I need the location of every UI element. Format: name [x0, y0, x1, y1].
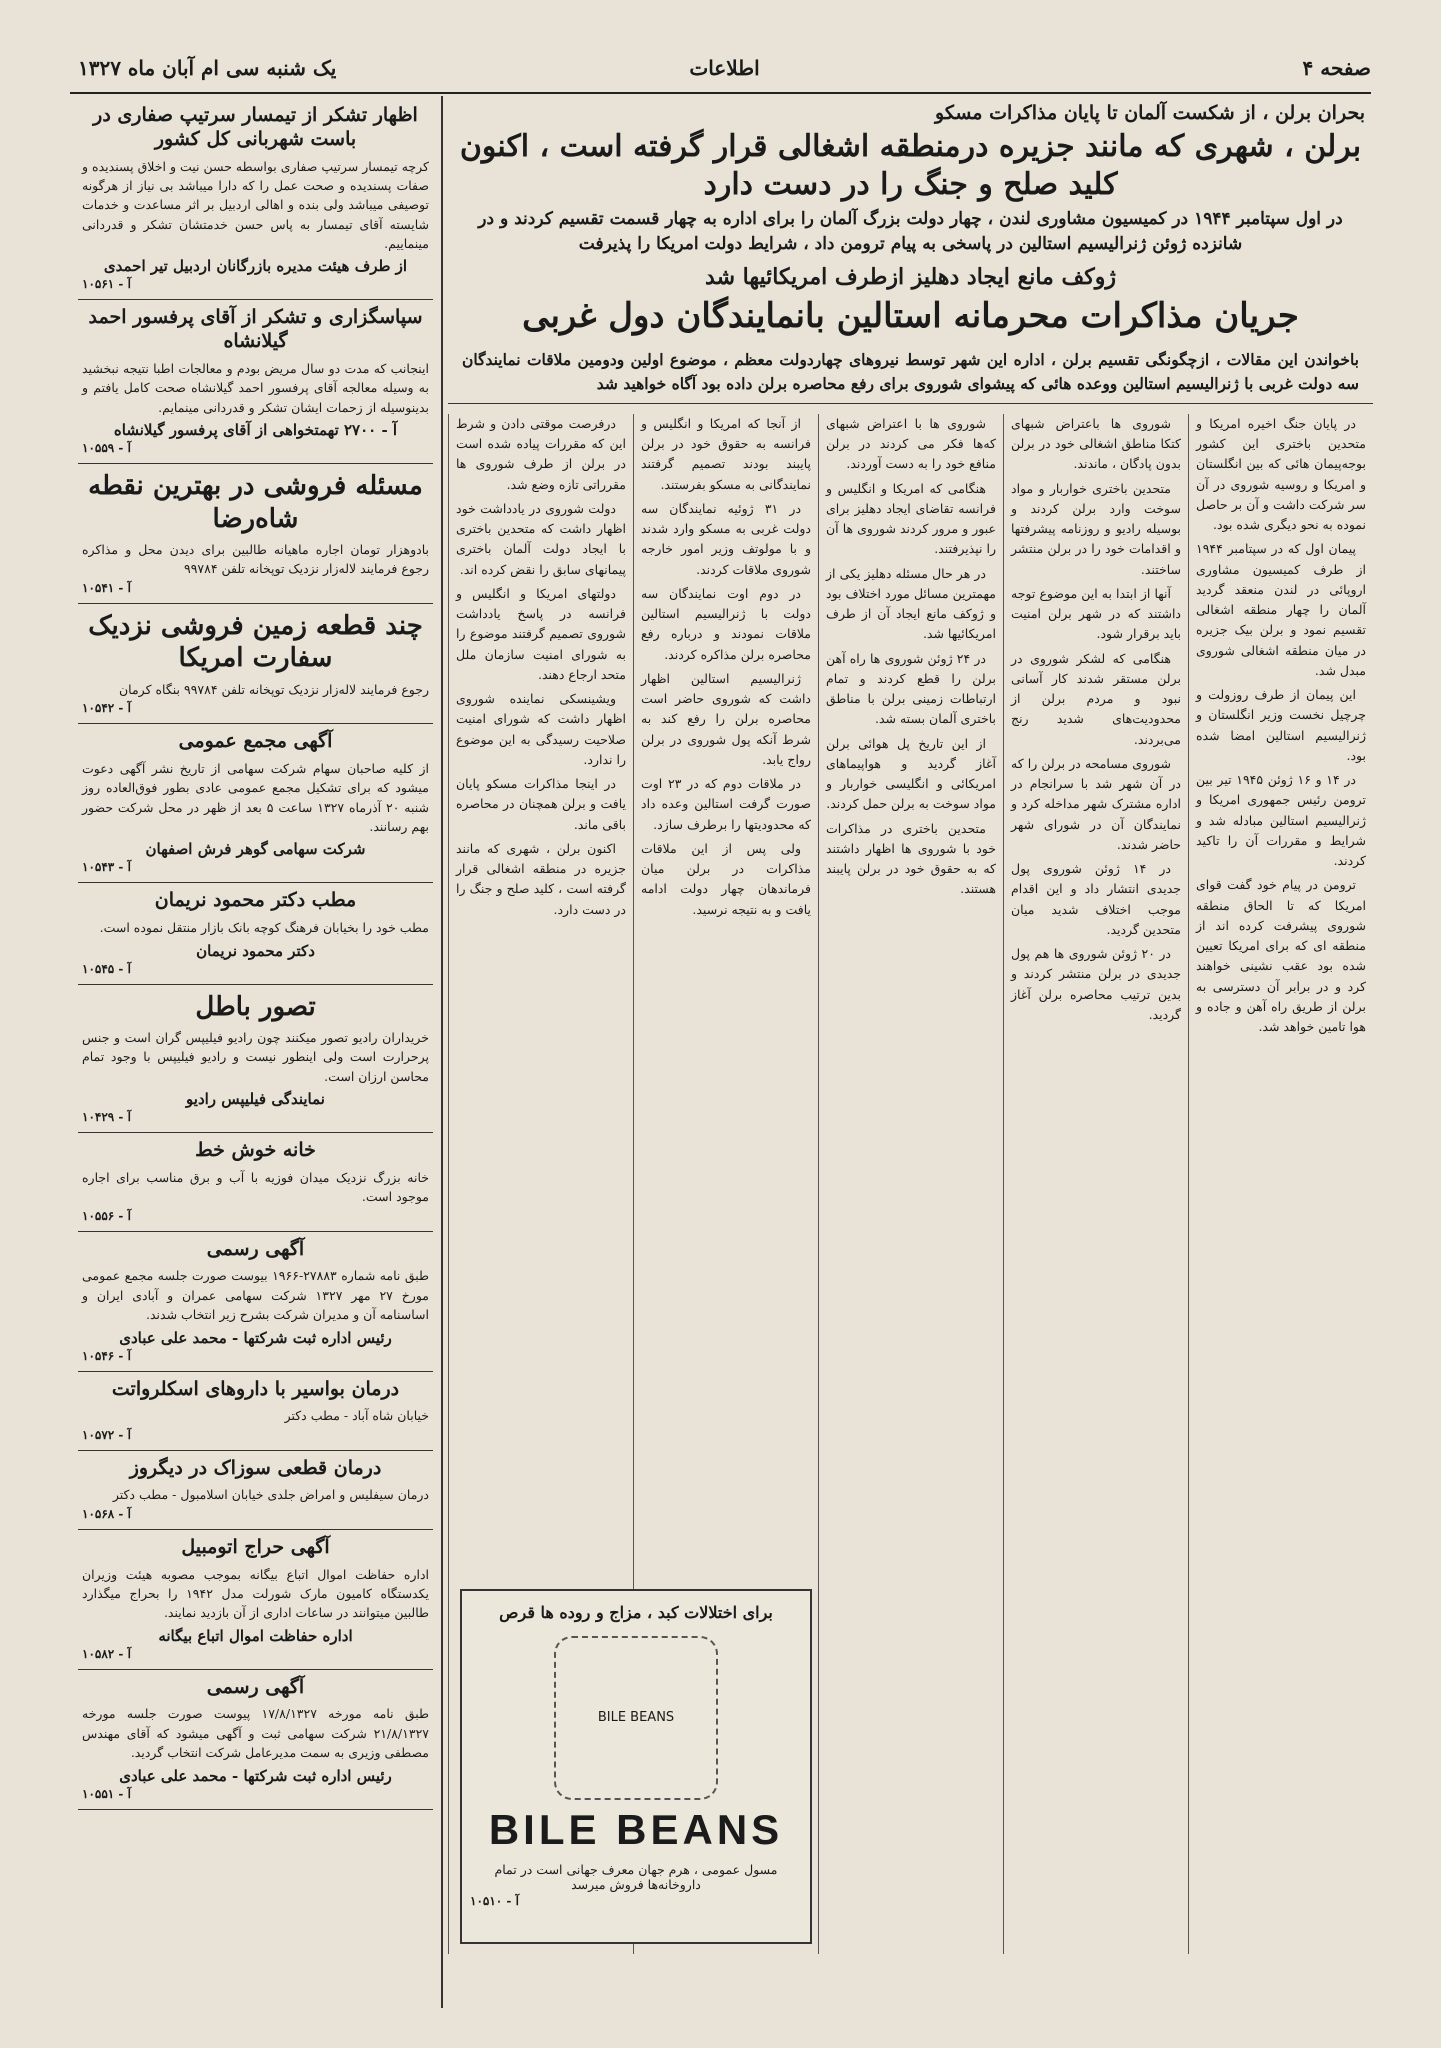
classified-ads-column — [78, 98, 433, 2008]
ad-code: آ - ۱۰۵۴۶ — [82, 1348, 131, 1363]
ad-title: تصور باطل — [195, 991, 316, 1022]
newspaper-name: اطلاعات — [689, 56, 760, 80]
bile-beans-ad — [460, 1589, 812, 1944]
article-paragraph: در ۱۴ و ۱۶ ژوئن ۱۹۴۵ تیر بین ترومن رئیس جمهوری امریکا و ژنرالیسیم استالین مبادله شد و شرایط و مقررات آن را تاکید کردند. — [1196, 772, 1366, 869]
article-columns — [448, 414, 1373, 1954]
ad-body: از کلیه صاحبان سهام شرکت سهامی از تاریخ نشر آگهی دعوت میشود که برای تشکیل مجمع عمومی عادی بطور فوق‌العاده روز شنبه ۲۰ آذرماه ۱۳۲۷ ساعت ۵ بعد از ظهر در محل شرکت حضور بهم رسانند. — [82, 760, 430, 834]
ad-body: رجوع فرمایند لاله‌زار نزدیک توپخانه تلفن ۹۹۷۸۴ بنگاه کرمان — [118, 681, 429, 697]
article-paragraph: هنگامی که لشکر شوروی در برلن مستقر شدند کار آسانی نبود و مردم برلن از محدودیت‌های شدید رنج می‌بردند. — [1011, 650, 1181, 747]
pill-box-icon — [554, 1636, 718, 1800]
ad-title: آگهی رسمی — [206, 1237, 305, 1260]
classified-ad — [78, 1530, 433, 1670]
classified-ad — [78, 300, 433, 464]
article-paragraph: از آنجا که امریکا و انگلیس و فرانسه به حقوق خود در برلن پایبند بودند تصمیم گرفتند نمایندگانی به مسکو بفرستند. — [641, 415, 811, 492]
ad-body: کرچه تیمسار سرتیپ صفاری بواسطه حسن نیت و اخلاق پسندیده و صفات پسندیده و صحت عمل را که دارا میباشد بی نیاز از هرگونه توصیفی میباشد ولی بنده و اهالی اردبیل بر اثر مساعدت و خدمات شایسته آقای تیمسار به پاس حسن خدمتشان تشکر و قدردانی مینماییم. — [82, 158, 429, 251]
classified-ad — [78, 883, 433, 984]
article-subheadline: ژوکف مانع ایجاد دهلیز ازطرف امریکائیها شد — [705, 264, 1116, 291]
ad-body: اداره حفاظت اموال اتباع بیگانه بموجب مصوبه هیئت وزیران یکدستگاه کامیون مارک شورلت مدل ۱۹۴۲ را بحراج میگذارد طالبین میتوانند در ساعات اداری از آن بازدید نمایند. — [82, 1566, 429, 1621]
ad-body: اینجانب که مدت دو سال مریض بودم و معالجات اطبا نتیجه نبخشید به وسیله معالجه آقای پرفسور احمد گیلانشاه صحت کامل یافتم و بدینوسیله از زحمات ایشان تشکر و قدردانی مینمایم. — [82, 360, 429, 415]
classified-ad — [78, 604, 433, 724]
ad-body: خیابان شاه آباد - مطب دکتر — [284, 1408, 429, 1424]
article-paragraph: شوروی مسامحه در برلن را که در آن شهر شد با سرانجام در اداره مشترک شهر مداخله کرد و نمایندگان آن در شورای شهر حاضر شدند. — [1011, 755, 1181, 852]
classified-ad — [78, 98, 433, 300]
article-paragraph: دولت شوروی در یادداشت خود اظهار داشت که متحدین باختری با ایجاد دولت آلمان باختری پیمانهای سابق را نقض کرده اند. — [456, 500, 626, 577]
article-paragraph: درفرصت موقتی دادن و شرط این که مقررات پیاده شده است در برلن از طرف شوروی ها مقرراتی تازه وضع شد. — [456, 415, 626, 492]
page-number: صفحه ۴ — [1302, 56, 1371, 80]
article-deck: در اول سپتامبر ۱۹۴۴ در کمیسیون مشاوری لندن ، چهار دولت بزرگ آلمان را برای اداره به چهار قسمت تقسیم کردند و در شانزده ژوئن ژنرالیسیم استالین در پاسخی به پیام ترومن داد ، شرایط دولت امریکا را پذیرفت — [478, 209, 1343, 254]
article-paragraph: اکنون برلن ، شهری که مانند جزیره در منطقه اشغالی قرار گرفته است ، کلید صلح و جنگ را در دست دارد. — [456, 840, 626, 917]
article-column — [818, 414, 1003, 1954]
article-paragraph: آنها از ابتدا به این موضوع توجه داشتند که در شهر برلن امنیت باید برقرار شود. — [1011, 585, 1181, 642]
ad-body: خانه بزرگ نزدیک میدان فوزیه با آب و برق مناسب برای اجاره موجود است. — [82, 1169, 429, 1205]
pill-box-label: BILE BEANS — [597, 1710, 675, 1726]
article-paragraph: شوروی ها باعتراض شبهای کتکا مناطق اشغالی خود در برلن بدون پادگان ، ماندند. — [1011, 415, 1181, 472]
ad-title: آگهی رسمی — [206, 1675, 305, 1698]
article-paragraph: متحدین باختری در مذاکرات خود با شوروی ها اظهار داشتند که به حقوق خود در برلن پایبند هستند. — [826, 820, 996, 897]
column-divider — [441, 96, 443, 2008]
ad-signature: آ - ۲۷۰۰ تهمتخواهی از آقای پرفسور گیلانشاه — [113, 421, 398, 439]
ad-code: آ - ۱۰۵۵۹ — [82, 441, 131, 455]
ad-distributor: مسول عمومی ، هرم جهان معرف جهانی است در تمام داروخانه‌ها فروش میرسد — [494, 1861, 778, 1892]
article-paragraph: در ۲۰ ژوئن شوروی ها هم پول جدیدی در برلن منتشر کردند و بدین ترتیب محاصره برلن آغاز گردید. — [1011, 946, 1181, 1022]
ad-code: آ - ۱۰۴۲۹ — [82, 1110, 131, 1125]
ad-body: درمان سیفلیس و امراض جلدی خیابان اسلامبول - مطب دکتر — [112, 1487, 429, 1503]
classified-ad — [78, 464, 433, 604]
ad-body: خریداران رادیو تصور میکنند چون رادیو فیلیپس گران است و جنس پرحرارت است ولی اینطور نیست و رادیو فیلیپس با وجود تمام محاسن ارزان است. — [82, 1030, 429, 1084]
main-article — [448, 98, 1373, 2008]
classified-ad — [78, 1372, 433, 1451]
ad-signature: شرکت سهامی گوهر فرش اصفهان — [145, 840, 366, 859]
ad-title: درمان قطعی سوزاک در دیگروز — [129, 1456, 382, 1479]
ad-code: آ - ۱۰۵۸۲ — [82, 1646, 131, 1661]
article-paragraph: ویشینسکی نماینده شوروی اظهار داشت که شورای امنیت صلاحیت رسیدگی به این موضوع را ندارد. — [456, 691, 626, 767]
ad-title: سپاسگزاری و تشکر از آقای پرفسور احمد گیلانشاه — [88, 306, 423, 353]
ad-body: مطب خود را بخیابان فرهنگ کوچه بانک بازار منتقل نموده است. — [99, 920, 429, 936]
ad-signature: نمایندگی فیلیپس رادیو — [186, 1090, 325, 1109]
classified-ad — [78, 1670, 433, 1810]
article-paragraph: متحدین باختری خواربار و مواد سوخت وارد برلن کردند و بوسیله رادیو و روزنامه پیشرفتها و اقدامات خود را در برلن منتشر ساختند. — [1011, 480, 1181, 577]
article-paragraph: ترومن در پیام خود گفت قوای امریکا که تا الحاق منطقه شوروی پیشرفت کرده اند از منطقه ای که برای امریکا تعیین شده بود عقب نشینی خواهند کرد و در برابر آن دسترسی به برلن از طریق راه آهن و جاده و هوا تامین خواهد شد. — [1196, 877, 1366, 1035]
classified-ad — [78, 1451, 433, 1530]
ad-signature: از طرف هیئت مدیره بازرگانان اردبیل تیر احمدی — [103, 257, 408, 276]
article-paragraph: ژنرالیسیم استالین اظهار داشت که شوروی حاضر است محاصره برلن را رفع کند به شرط آنکه پول شوروی در برلن رواج یابد. — [641, 670, 811, 767]
article-paragraph: از این تاریخ پل هوائی برلن آغاز گردید و هواپیماهای امریکائی و انگلیسی خواربار و مواد سوخت به برلن حمل کردند. — [826, 735, 996, 812]
ad-body: بادوهزار تومان اجاره ماهیانه طالبین برای دیدن محل و مذاکره رجوع فرمایند لاله‌زار نزدیک توپخانه تلفن ۹۹۷۸۴ — [82, 542, 429, 577]
header-rule — [70, 92, 1371, 94]
classified-ad — [78, 1133, 433, 1232]
ad-title: اظهار تشکر از تیمسار سرتیپ صفاری در باست شهربانی کل کشور — [93, 104, 418, 150]
article-paragraph: در ۲۴ ژوئن شوروی ها راه آهن برلن را قطع کردند و تمام ارتباطات زمینی برلن با مناطق باختری آلمان بسته شد. — [826, 650, 996, 727]
page-header — [78, 56, 1371, 86]
article-headline: برلن ، شهری که مانند جزیره درمنطقه اشغالی قرار گرفته است ، اکنون کلید صلح و جنگ را در دست دارد — [459, 129, 1362, 202]
ad-code: آ - ۱۰۵۱۰ — [470, 1893, 519, 1908]
classified-ad — [78, 724, 433, 883]
article-paragraph: در دوم اوت نمایندگان سه دولت با ژنرالیسیم استالین ملاقات نمودند و درباره رفع محاصره برلن مذاکره کردند. — [641, 585, 811, 662]
article-paragraph: این پیمان از طرف روزولت و چرچیل نخست وزیر انگلستان و ژنرالیسیم استالین امضا شده بود. — [1196, 687, 1366, 763]
ad-title: مسئله فروشی در بهترین نقطه شاه‌رضا — [88, 471, 423, 534]
ad-signature: اداره حفاظت اموال اتباع بیگانه — [158, 1626, 353, 1645]
article-lead: باخواندن این مقالات ، ازچگونگی تقسیم برلن ، اداره این شهر توسط نیروهای چهاردولت معظم ، موضوع اولین ودومین ملاقات نمایندگان سه دولت غربی با ژنرالیسیم استالین ووعده هائی که پیشوای شوروی برای رفع محاصره برلن داده بود آگاه خواهید شد — [448, 344, 1373, 404]
article-paragraph: در هر حال مسئله دهلیز یکی از مهمترین مسائل مورد اختلاف بود و ژوکف مانع ایجاد آن از طرف امریکائیها شد. — [826, 565, 996, 642]
ad-tagline: برای اختلالات کبد ، مزاج و روده ها قرص — [499, 1602, 773, 1622]
article-paragraph: در پایان جنگ اخیره امریکا و متحدین باختری این کشور بوجه‌پیمان هائی که بین انگلستان و امریکا و روسیه شوروی در آن سر شرکت داشت و آن بر حاصل نموده به نحو دیگری شده بود. — [1196, 415, 1366, 533]
article-paragraph: هنگامی که امریکا و انگلیس و فرانسه تقاضای ایجاد دهلیز برای عبور و مرور کردند شوروی ها آن را نپذیرفتند. — [826, 480, 996, 557]
article-column — [1003, 414, 1188, 1954]
ad-title: آگهی حراج اتومبیل — [181, 1535, 330, 1558]
ad-body: طبق نامه شماره ۲۷۸۸۳-۱۹۶۶ بیوست صورت جلسه مجمع عمومی مورخ ۲۷ مهر ۱۳۲۷ شرکت سهامی عمران و آبادی ایران و اساسنامه آن و مدیران شرکت بشرح زیر انتخاب شدند. — [82, 1268, 429, 1323]
ad-title: مطب دکتر محمود نریمان — [154, 889, 357, 912]
article-paragraph: شوروی ها با اعتراض شبهای که‌ها فکر می کردند در برلن منافع خود را به دست آوردند. — [826, 415, 996, 472]
ad-brand: BILE BEANS — [488, 1805, 784, 1853]
article-headline-secondary: جریان مذاکرات محرمانه استالین بانمایندگان دول غربی — [522, 296, 1299, 337]
ad-title: خانه خوش خط — [195, 1139, 316, 1162]
ad-code: آ - ۱۰۵۵۶ — [82, 1208, 131, 1223]
article-paragraph: در ۳۱ ژوئیه نمایندگان سه دولت غربی به مسکو وارد شدند و با مولوتف وزیر امور خارجه شوروی ملاقات کردند. — [641, 500, 811, 577]
ad-code: آ - ۱۰۵۵۱ — [82, 1786, 131, 1801]
ad-code: آ - ۱۰۵۴۱ — [82, 580, 131, 595]
ad-code: آ - ۱۰۵۴۵ — [82, 961, 131, 976]
article-paragraph: پیمان اول که در سپتامبر ۱۹۴۴ از طرف کمیسیون مشاوری اروپائی در لندن منعقد گردید آلمان را چهار منطقه اشغالی تقسیم نمود و برلن بیک جزیره در میان منطقه اشغالی شوروی مبدل شد. — [1196, 541, 1366, 678]
article-paragraph: ولی پس از این ملاقات مذاکرات در برلن میان فرماندهان چهار دولت ادامه یافت و به نتیجه نرسید. — [641, 840, 811, 917]
ad-title: چند قطعه زمین فروشی نزدیک سفارت امریکا — [88, 610, 423, 674]
ad-body: طبق نامه مورخه ۱۷/۸/۱۳۲۷ پیوست صورت جلسه مورخه ۲۱/۸/۱۳۲۷ شرکت سهامی ثبت و آگهی میشود که آقای مهندس مصطفی وزیری به سمت مدیرعامل شرکت انتخاب گردید. — [82, 1706, 429, 1761]
issue-date: یک شنبه سی ام آبان ماه ۱۳۲۷ — [78, 56, 337, 80]
article-kicker: بحران برلن ، از شکست آلمان تا پایان مذاکرات مسکو — [935, 102, 1365, 124]
article-paragraph: در اینجا مذاکرات مسکو پایان یافت و برلن همچنان در محاصره باقی ماند. — [456, 776, 626, 832]
article-paragraph: در ملاقات دوم که در ۲۳ اوت صورت گرفت استالین وعده داد که محدودیتها را برطرف سازد. — [641, 776, 811, 832]
ad-title: درمان بواسیر با داروهای اسکلرواتت — [111, 1377, 400, 1400]
ad-title: آگهی مجمع عمومی — [178, 730, 333, 753]
ad-code: آ - ۱۰۵۴۳ — [82, 860, 131, 875]
article-paragraph: در ۱۴ ژوئن شوروی پول جدیدی انتشار داد و این اقدام موجب اختلاف شدید میان متحدین گردید. — [1011, 861, 1181, 937]
article-column — [1188, 414, 1373, 1954]
article-paragraph: دولتهای امریکا و انگلیس و فرانسه در پاسخ یادداشت شوروی تصمیم گرفتند موضوع را به شورای امنیت سازمان ملل متحد ارجاع دهند. — [456, 585, 626, 682]
ad-signature: رئیس اداره ثبت شرکتها - محمد علی عبادی — [119, 1328, 392, 1347]
ad-signature: رئیس اداره ثبت شرکتها - محمد علی عبادی — [119, 1766, 392, 1785]
ad-code: آ - ۱۰۵۶۸ — [82, 1506, 131, 1521]
ad-signature: دکتر محمود نریمان — [196, 941, 315, 960]
ad-code: آ - ۱۰۵۴۲ — [82, 701, 131, 716]
classified-ad — [78, 1232, 433, 1372]
ad-code: آ - ۱۰۵۷۲ — [82, 1427, 131, 1442]
ad-code: آ - ۱۰۵۶۱ — [82, 277, 131, 292]
classified-ad — [78, 985, 433, 1134]
